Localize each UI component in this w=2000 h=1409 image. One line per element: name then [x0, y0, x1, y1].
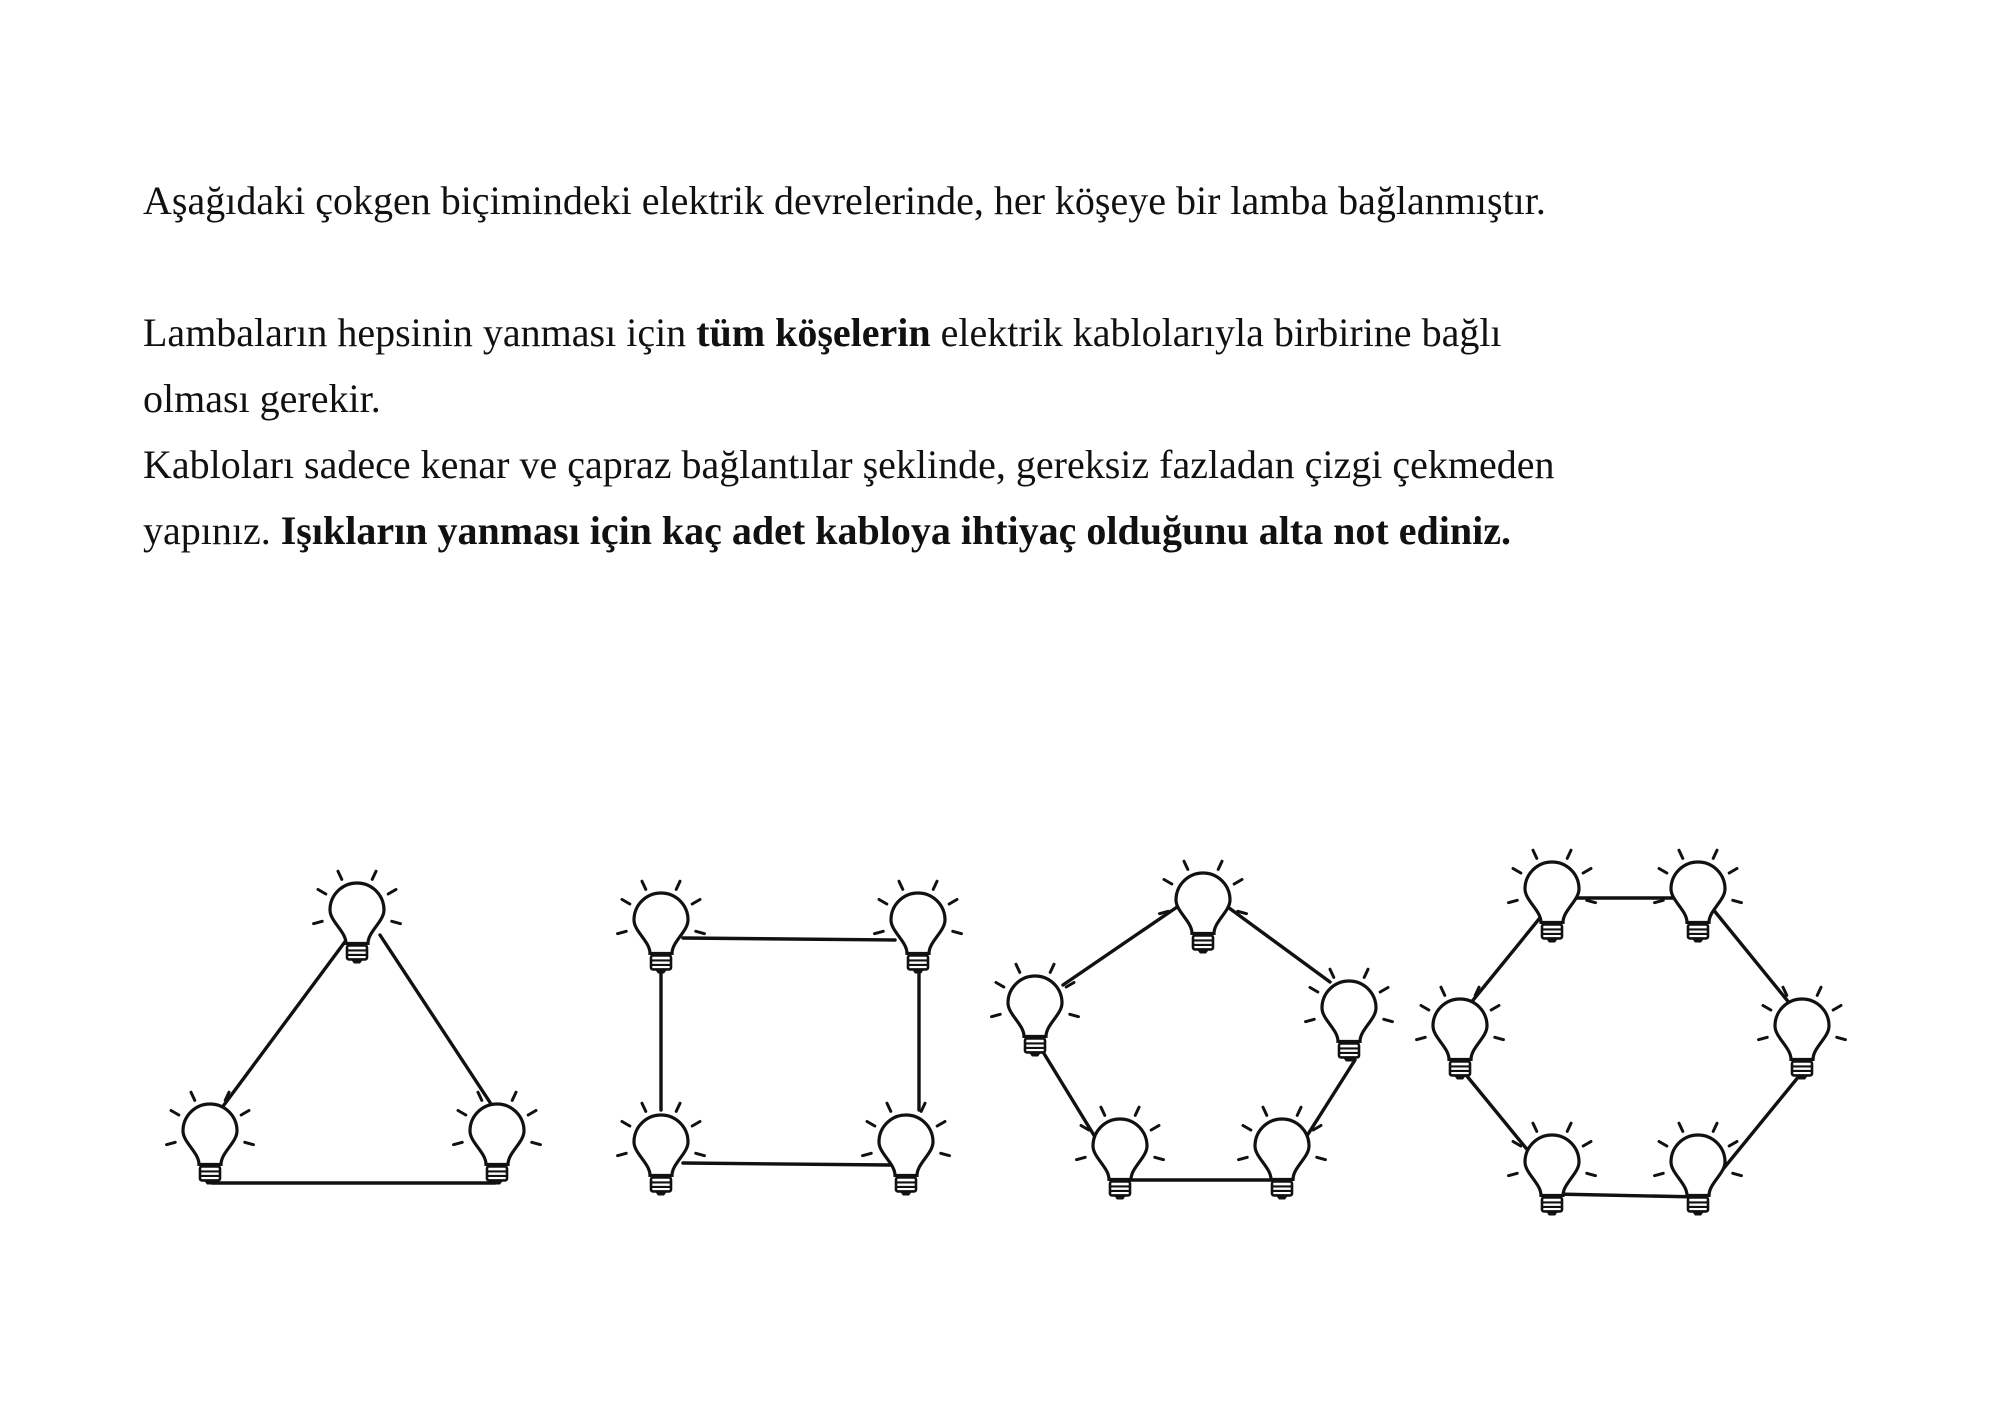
light-ray-icon [1135, 1107, 1139, 1115]
light-ray-icon [458, 1111, 466, 1116]
light-ray-icon [314, 921, 323, 923]
light-ray-icon [1587, 900, 1596, 902]
circuit-lamps [167, 850, 1846, 1215]
wire [683, 1163, 890, 1165]
light-ray-icon [528, 1111, 536, 1116]
bulb-tip-icon [1692, 938, 1704, 942]
light-ray-icon [372, 871, 376, 879]
bulb-base-icon [1339, 1043, 1359, 1057]
bulb-base-icon [1792, 1061, 1812, 1075]
light-ray-icon [622, 900, 630, 905]
rule-emphasis: tüm köşelerin [696, 310, 931, 355]
bulb-base-icon [1193, 935, 1213, 949]
light-ray-icon [1587, 1173, 1596, 1175]
lamp-pentagon-3 [1306, 969, 1393, 1061]
bulb-tip-icon [655, 969, 667, 973]
light-ray-icon [692, 900, 700, 905]
light-ray-icon [1306, 1019, 1315, 1021]
light-ray-icon [642, 881, 646, 889]
bulb-tip-icon [1114, 1195, 1126, 1199]
wire [1040, 1047, 1103, 1150]
bulb-tip-icon [1454, 1075, 1466, 1079]
light-ray-icon [1384, 1019, 1393, 1021]
bulb-base-icon [200, 1166, 220, 1180]
light-bulb-icon [470, 1104, 524, 1164]
light-ray-icon [1509, 1173, 1518, 1175]
lamp-square-1 [618, 881, 705, 973]
rule-line-1-post: elektrik kablolarıyla birbirine bağlı [930, 310, 1502, 355]
intro-line: Aşağıdaki çokgen biçimindeki elektrik devrelerinde, her köşeye bir lamba bağlanmıştır. [143, 178, 1546, 223]
light-bulb-icon [1255, 1119, 1309, 1179]
light-ray-icon [949, 900, 957, 905]
bulb-tip-icon [900, 1191, 912, 1195]
light-ray-icon [1679, 850, 1683, 858]
light-bulb-icon [1433, 999, 1487, 1059]
light-ray-icon [1239, 1157, 1248, 1159]
light-ray-icon [1297, 1107, 1301, 1115]
light-bulb-icon [1093, 1119, 1147, 1179]
light-ray-icon [676, 1103, 680, 1111]
bulb-base-icon [347, 945, 367, 959]
bulb-base-icon [896, 1177, 916, 1191]
bulb-base-icon [651, 955, 671, 969]
light-ray-icon [1380, 988, 1388, 993]
bulb-tip-icon [655, 1191, 667, 1195]
light-ray-icon [618, 931, 627, 933]
bulb-tip-icon [1692, 1211, 1704, 1215]
light-ray-icon [171, 1111, 179, 1116]
light-ray-icon [478, 1092, 482, 1100]
light-ray-icon [1763, 1006, 1771, 1011]
lamp-triangle-1 [314, 871, 401, 963]
light-ray-icon [1441, 987, 1445, 995]
wire [380, 935, 495, 1110]
bulb-tip-icon [1029, 1052, 1041, 1056]
light-ray-icon [1317, 1157, 1326, 1159]
wire [1465, 908, 1548, 1010]
bulb-base-icon [651, 1177, 671, 1191]
bulb-tip-icon [1276, 1195, 1288, 1199]
lamp-square-4 [863, 1103, 950, 1195]
light-ray-icon [1234, 880, 1242, 885]
light-ray-icon [1050, 964, 1054, 972]
light-ray-icon [1330, 969, 1334, 977]
light-ray-icon [1243, 1126, 1251, 1131]
light-ray-icon [1070, 1014, 1079, 1016]
light-ray-icon [992, 1014, 1001, 1016]
task-line-1: Kabloları sadece kenar ve çapraz bağlantılar şeklinde, gereksiz fazladan çizgi çekmeden [143, 442, 1555, 487]
light-ray-icon [1164, 880, 1172, 885]
light-ray-icon [1567, 850, 1571, 858]
light-ray-icon [1533, 1123, 1537, 1131]
bulb-tip-icon [1546, 1211, 1558, 1215]
light-ray-icon [676, 881, 680, 889]
light-ray-icon [1364, 969, 1368, 977]
bulb-base-icon [1542, 924, 1562, 938]
light-ray-icon [899, 881, 903, 889]
light-ray-icon [512, 1092, 516, 1100]
light-ray-icon [696, 1153, 705, 1155]
light-ray-icon [996, 983, 1004, 988]
lamp-pentagon-2 [992, 964, 1079, 1056]
lamp-square-2 [875, 881, 962, 973]
light-ray-icon [618, 1153, 627, 1155]
light-ray-icon [392, 921, 401, 923]
light-ray-icon [1151, 1126, 1159, 1131]
light-bulb-icon [634, 893, 688, 953]
light-ray-icon [1421, 1006, 1429, 1011]
light-ray-icon [1583, 869, 1591, 874]
light-bulb-icon [1775, 999, 1829, 1059]
bulb-base-icon [1688, 1197, 1708, 1211]
light-ray-icon [532, 1142, 541, 1144]
wire [1225, 905, 1330, 982]
light-ray-icon [1713, 850, 1717, 858]
bulb-base-icon [1025, 1038, 1045, 1052]
light-ray-icon [191, 1092, 195, 1100]
light-ray-icon [921, 1103, 925, 1111]
light-ray-icon [1263, 1107, 1267, 1115]
light-ray-icon [1655, 900, 1664, 902]
light-ray-icon [241, 1111, 249, 1116]
bulb-tip-icon [1197, 949, 1209, 953]
light-ray-icon [867, 1122, 875, 1127]
light-ray-icon [388, 890, 396, 895]
bulb-base-icon [1542, 1197, 1562, 1211]
light-bulb-icon [1008, 976, 1062, 1036]
lamp-triangle-2 [167, 1092, 254, 1184]
light-ray-icon [1218, 861, 1222, 869]
light-bulb-icon [1322, 981, 1376, 1041]
bulb-base-icon [1688, 924, 1708, 938]
light-ray-icon [622, 1122, 630, 1127]
light-ray-icon [1533, 850, 1537, 858]
lamp-square-3 [618, 1103, 705, 1195]
light-ray-icon [1567, 1123, 1571, 1131]
bulb-base-icon [908, 955, 928, 969]
light-ray-icon [454, 1142, 463, 1144]
light-ray-icon [1310, 988, 1318, 993]
light-ray-icon [1655, 1173, 1664, 1175]
light-ray-icon [167, 1142, 176, 1144]
light-ray-icon [1659, 1142, 1667, 1147]
light-bulb-icon [1671, 1135, 1725, 1195]
light-ray-icon [1733, 1173, 1742, 1175]
light-ray-icon [1817, 987, 1821, 995]
light-ray-icon [941, 1153, 950, 1155]
light-ray-icon [1733, 900, 1742, 902]
light-bulb-icon [1176, 873, 1230, 933]
lamp-pentagon-4 [1077, 1107, 1164, 1199]
task-line-2-pre: yapınız. [143, 508, 281, 553]
rule-line-2: olması gerekir. [143, 376, 381, 421]
light-ray-icon [1729, 869, 1737, 874]
bulb-tip-icon [351, 959, 363, 963]
wire [1712, 908, 1795, 1010]
lamp-hexagon-6 [1655, 1123, 1742, 1215]
wire [1554, 1194, 1700, 1197]
bulb-base-icon [1450, 1061, 1470, 1075]
wire [1063, 905, 1180, 985]
task-question: Işıkların yanması için kaç adet kabloya ihtiyaç olduğunu alta not ediniz. [280, 508, 1511, 553]
light-ray-icon [692, 1122, 700, 1127]
light-ray-icon [887, 1103, 891, 1111]
circuit-hexagon-wires [1462, 898, 1804, 1197]
light-ray-icon [1101, 1107, 1105, 1115]
light-ray-icon [1583, 1142, 1591, 1147]
light-ray-icon [1077, 1157, 1086, 1159]
light-ray-icon [245, 1142, 254, 1144]
circuit-triangle-wires [212, 935, 495, 1183]
light-ray-icon [1495, 1037, 1504, 1039]
light-bulb-icon [634, 1115, 688, 1175]
light-ray-icon [1713, 1123, 1717, 1131]
light-bulb-icon [1525, 862, 1579, 922]
light-bulb-icon [183, 1104, 237, 1164]
light-ray-icon [937, 1122, 945, 1127]
light-ray-icon [1184, 861, 1188, 869]
lamp-pentagon-1 [1160, 861, 1247, 953]
bulb-tip-icon [1546, 938, 1558, 942]
light-ray-icon [1679, 1123, 1683, 1131]
light-ray-icon [1513, 869, 1521, 874]
light-ray-icon [879, 900, 887, 905]
wire [218, 935, 350, 1113]
lamp-pentagon-5 [1239, 1107, 1326, 1199]
light-ray-icon [1659, 869, 1667, 874]
light-ray-icon [953, 931, 962, 933]
light-ray-icon [1491, 1006, 1499, 1011]
bulb-base-icon [1110, 1181, 1130, 1195]
light-ray-icon [1759, 1037, 1768, 1039]
light-ray-icon [863, 1153, 872, 1155]
light-ray-icon [1729, 1142, 1737, 1147]
light-ray-icon [1417, 1037, 1426, 1039]
light-ray-icon [1833, 1006, 1841, 1011]
light-ray-icon [1837, 1037, 1846, 1039]
light-ray-icon [933, 881, 937, 889]
light-ray-icon [1155, 1157, 1164, 1159]
light-bulb-icon [330, 883, 384, 943]
bulb-base-icon [1272, 1181, 1292, 1195]
light-ray-icon [318, 890, 326, 895]
rule-line-1-pre: Lambaların hepsinin yanması için [143, 310, 697, 355]
light-bulb-icon [1525, 1135, 1579, 1195]
lamp-hexagon-4 [1759, 987, 1846, 1079]
lamp-hexagon-3 [1417, 987, 1504, 1079]
light-ray-icon [642, 1103, 646, 1111]
light-ray-icon [1509, 900, 1518, 902]
bulb-base-icon [487, 1166, 507, 1180]
wire [683, 938, 895, 940]
light-ray-icon [696, 931, 705, 933]
light-ray-icon [338, 871, 342, 879]
lamp-hexagon-5 [1509, 1123, 1596, 1215]
lamp-triangle-3 [454, 1092, 541, 1184]
light-ray-icon [875, 931, 884, 933]
light-ray-icon [1016, 964, 1020, 972]
bulb-tip-icon [912, 969, 924, 973]
light-bulb-icon [891, 893, 945, 953]
